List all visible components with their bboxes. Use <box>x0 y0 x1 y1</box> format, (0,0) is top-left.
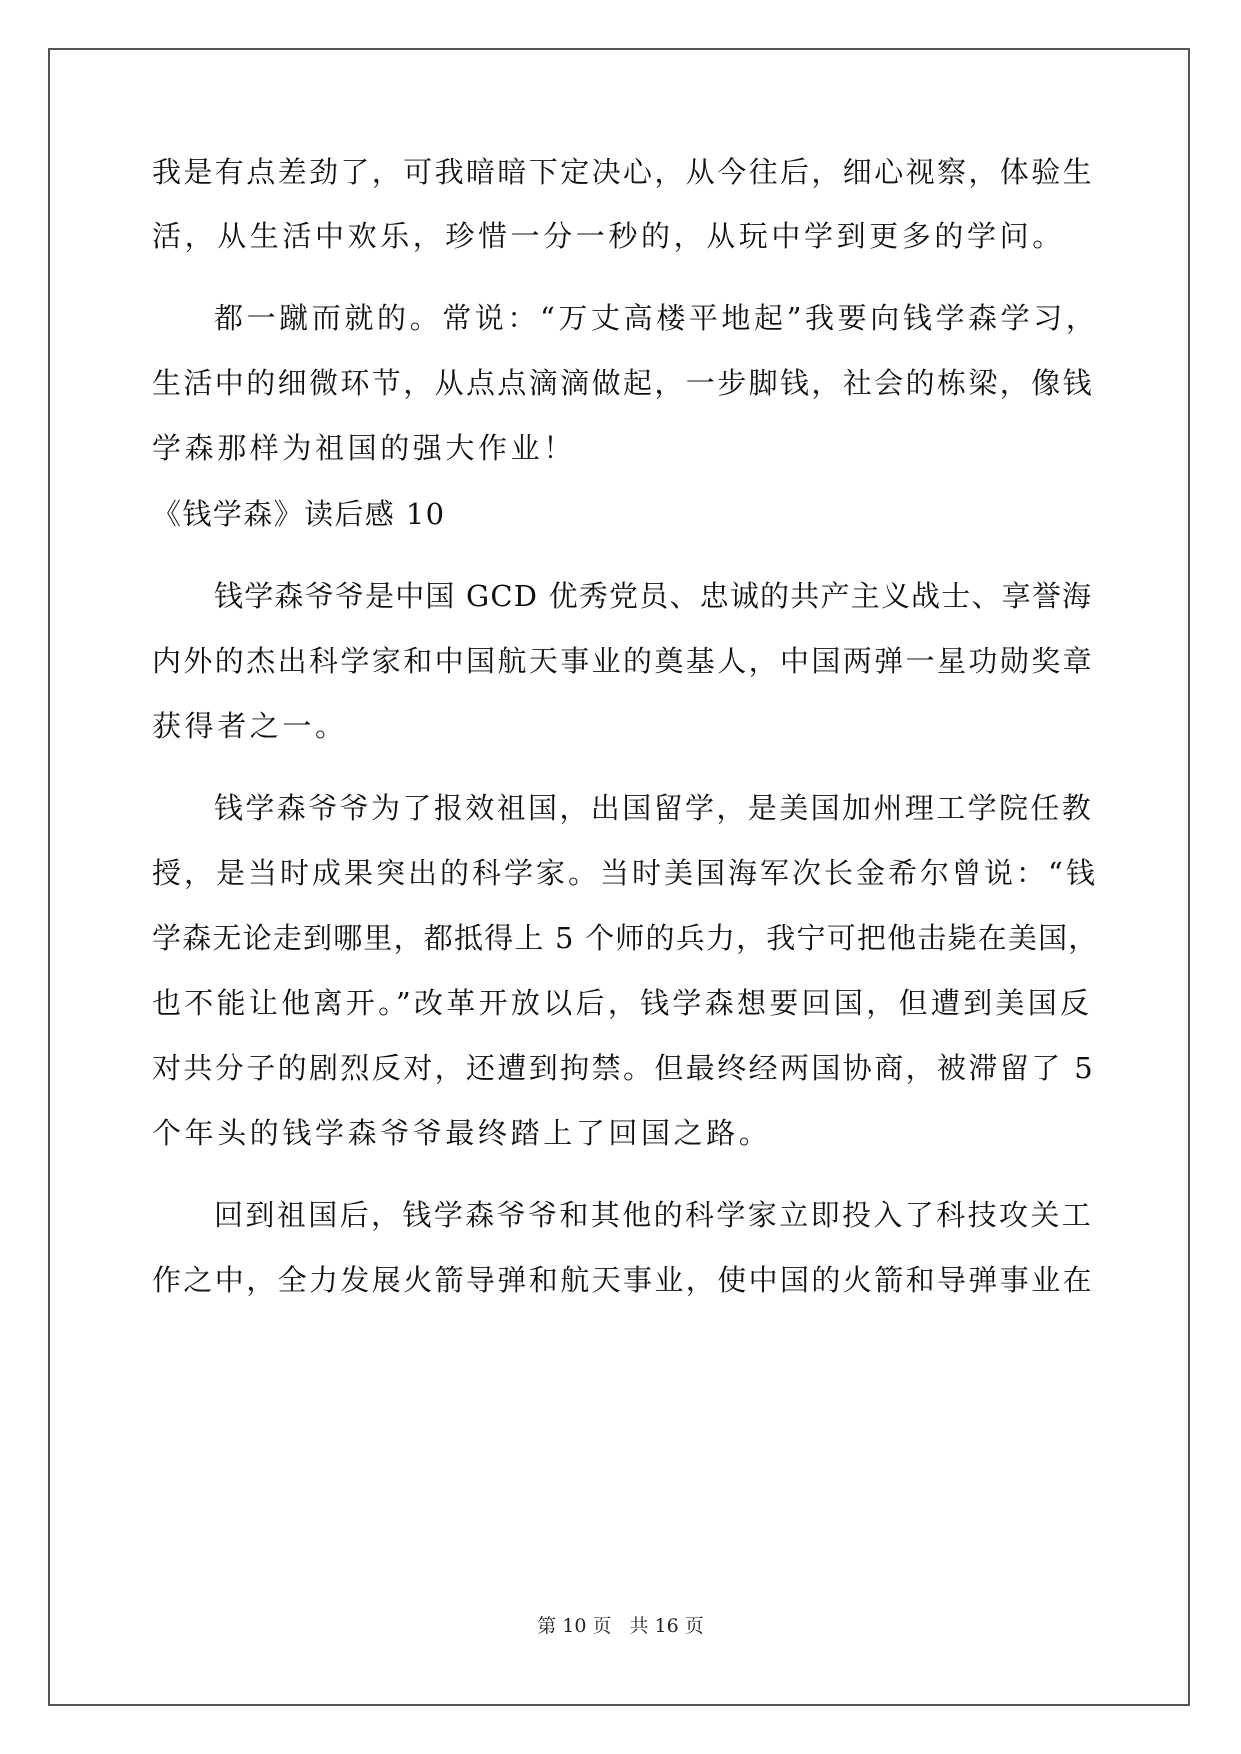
text-line: 作之中，全力发展火箭导弹和航天事业，使中国的火箭和导弹事业在 <box>152 1263 1095 1297</box>
text-line: 活，从生活中欢乐，珍惜一分一秒的，从玩中学到更多的学问。 <box>152 219 1065 253</box>
page-total: 共 16 页 <box>629 1615 704 1637</box>
text-line: 学森无论走到哪里，都抵得上 5 个师的兵力，我宁可把他击毙在美国， <box>152 921 1099 955</box>
text-line-indented: 钱学森爷爷为了报效祖国，出国留学，是美国加州理工学院任教 <box>214 791 1094 825</box>
text-line: 学森那样为祖国的强大作业！ <box>152 431 576 465</box>
text-line-indented: 都一蹴而就的。常说：“万丈高楼平地起”我要向钱学森学习， <box>214 301 1099 335</box>
text-line: 内外的杰出科学家和中国航天事业的奠基人，中国两弹一星功勋奖章 <box>152 644 1095 678</box>
text-line: 也不能让他离开。”改革开放以后，钱学森想要回国，但遭到美国反 <box>152 986 1093 1020</box>
text-line-indented: 钱学森爷爷是中国 GCD 优秀党员、忠诚的共产主义战士、享誉海 <box>214 579 1093 613</box>
text-line: 授，是当时成果突出的科学家。当时美国海军次长金希尔曾说：“钱 <box>152 856 1098 890</box>
text-line-indented: 回到祖国后，钱学森爷爷和其他的科学家立即投入了科技攻关工 <box>214 1198 1094 1232</box>
text-line: 我是有点差劲了，可我暗暗下定决心，从今往后，细心视察，体验生 <box>152 155 1095 189</box>
page-footer <box>0 1614 1241 1638</box>
text-line: 生活中的细微环节，从点点滴滴做起，一步脚钱，社会的栋梁，像钱 <box>152 366 1095 400</box>
page-number: 第 10 页 <box>537 1615 612 1637</box>
text-line: 个年头的钱学森爷爷最终踏上了回国之路。 <box>152 1116 772 1150</box>
text-line: 获得者之一。 <box>152 709 348 743</box>
section-heading: 《钱学森》读后感 10 <box>152 497 446 531</box>
text-line: 对共分子的剧烈反对，还遭到拘禁。但最终经两国协商，被滞留了 5 <box>152 1051 1096 1085</box>
